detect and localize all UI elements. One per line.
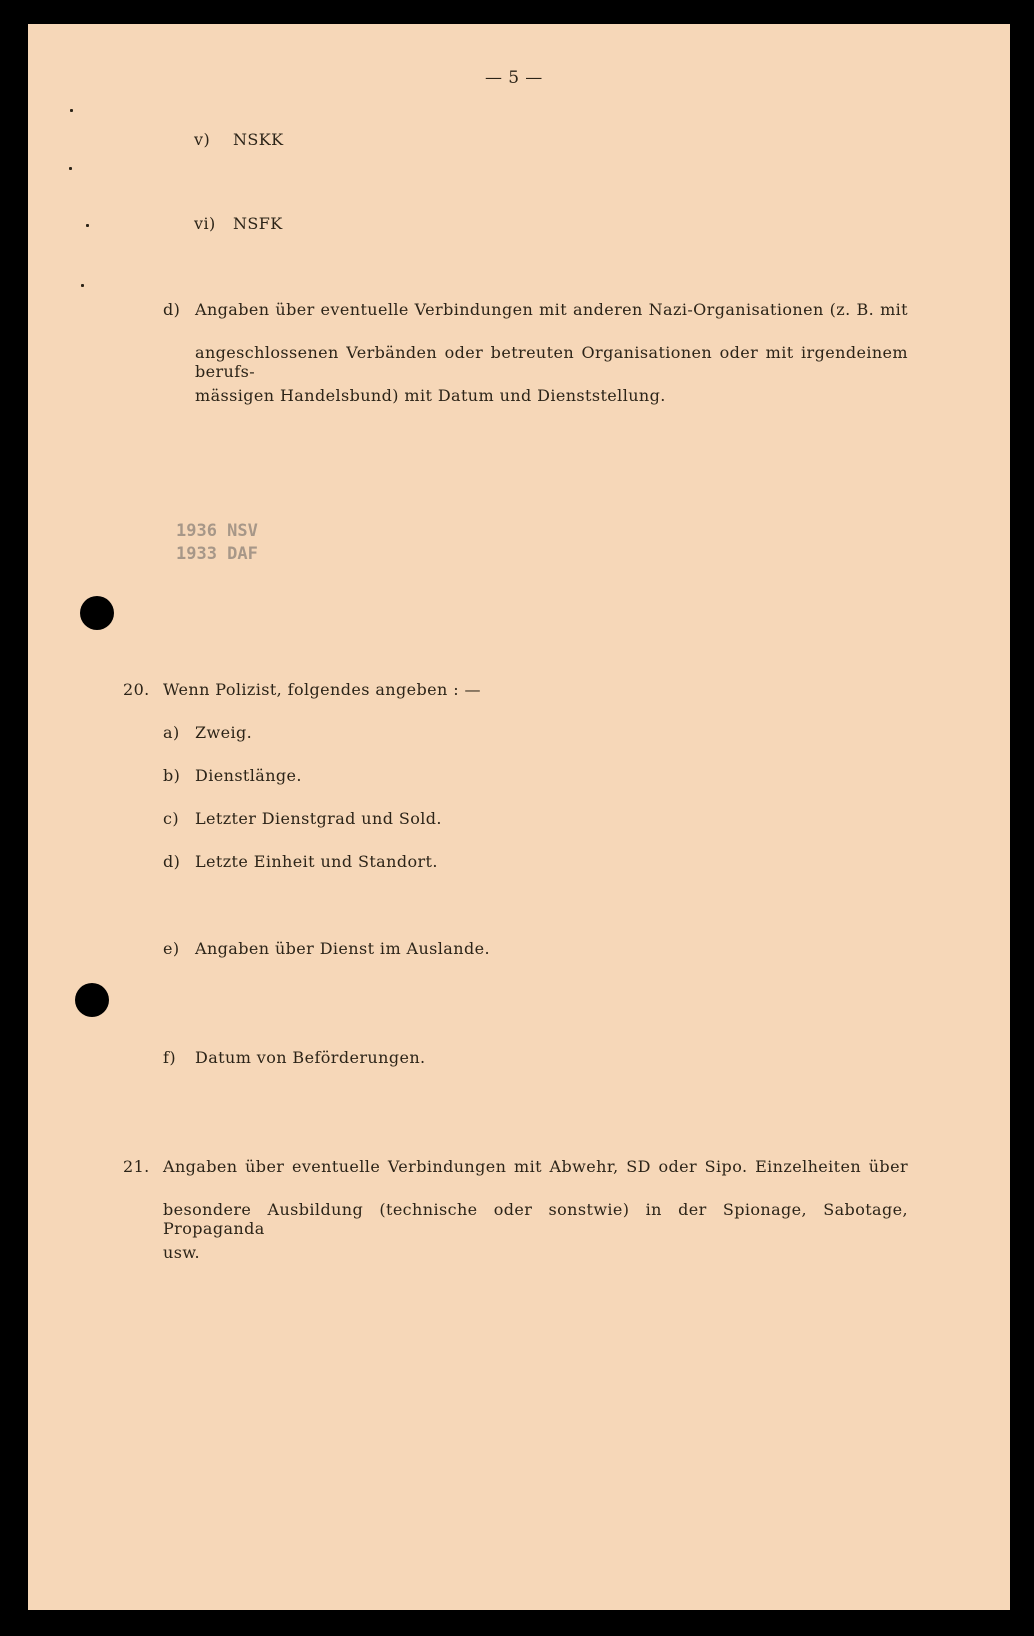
punch-hole-lower — [75, 983, 109, 1017]
q21-line-1: Angaben über eventuelle Verbindungen mit Abwehr, SD oder Sipo. Einzelheiten über — [163, 1157, 908, 1176]
q21-line-3: usw. — [163, 1243, 200, 1262]
item-vi-text: NSFK — [233, 214, 283, 233]
q20-f-label: f) — [163, 1048, 176, 1067]
item-v-label: v) — [194, 130, 211, 149]
item-d-line-1: Angaben über eventuelle Verbindungen mit anderen Nazi-Organisationen (z. B. mit — [195, 300, 908, 319]
q20-e-label: e) — [163, 939, 180, 958]
q20-b-label: b) — [163, 766, 181, 785]
q20-a-text: Zweig. — [195, 723, 253, 742]
q20-f-text: Datum von Beförderungen. — [195, 1048, 426, 1067]
page-number: — 5 — — [485, 68, 543, 88]
margin-speck — [70, 109, 73, 112]
q20-c-text: Letzter Dienstgrad und Sold. — [195, 809, 442, 828]
margin-speck — [81, 284, 84, 287]
typed-answer-line-1: 1936 NSV — [176, 521, 258, 541]
q20-number: 20. — [123, 680, 150, 699]
margin-speck — [86, 224, 89, 227]
margin-speck — [69, 167, 72, 170]
item-vi-label: vi) — [194, 214, 216, 233]
q21-number: 21. — [123, 1157, 150, 1176]
document-page — [28, 24, 1010, 1610]
q20-c-label: c) — [163, 809, 180, 828]
q20-a-label: a) — [163, 723, 180, 742]
q20-text: Wenn Polizist, folgendes angeben : — — [163, 680, 481, 699]
item-d-line-3: mässigen Handelsbund) mit Datum und Dienststellung. — [195, 386, 666, 405]
punch-hole-upper — [80, 596, 114, 630]
q21-line-2: besondere Ausbildung (technische oder sonstwie) in der Spionage, Sabotage, Propaganda — [163, 1200, 908, 1238]
q20-d-text: Letzte Einheit und Standort. — [195, 852, 438, 871]
q20-b-text: Dienstlänge. — [195, 766, 302, 785]
item-d-line-2: angeschlossenen Verbänden oder betreuten Organisationen oder mit irgendeinem berufs- — [195, 343, 908, 381]
q20-d-label: d) — [163, 852, 181, 871]
typed-answer-line-2: 1933 DAF — [176, 544, 258, 564]
q20-e-text: Angaben über Dienst im Auslande. — [195, 939, 490, 958]
item-d-label: d) — [163, 300, 181, 319]
item-v-text: NSKK — [233, 130, 284, 149]
